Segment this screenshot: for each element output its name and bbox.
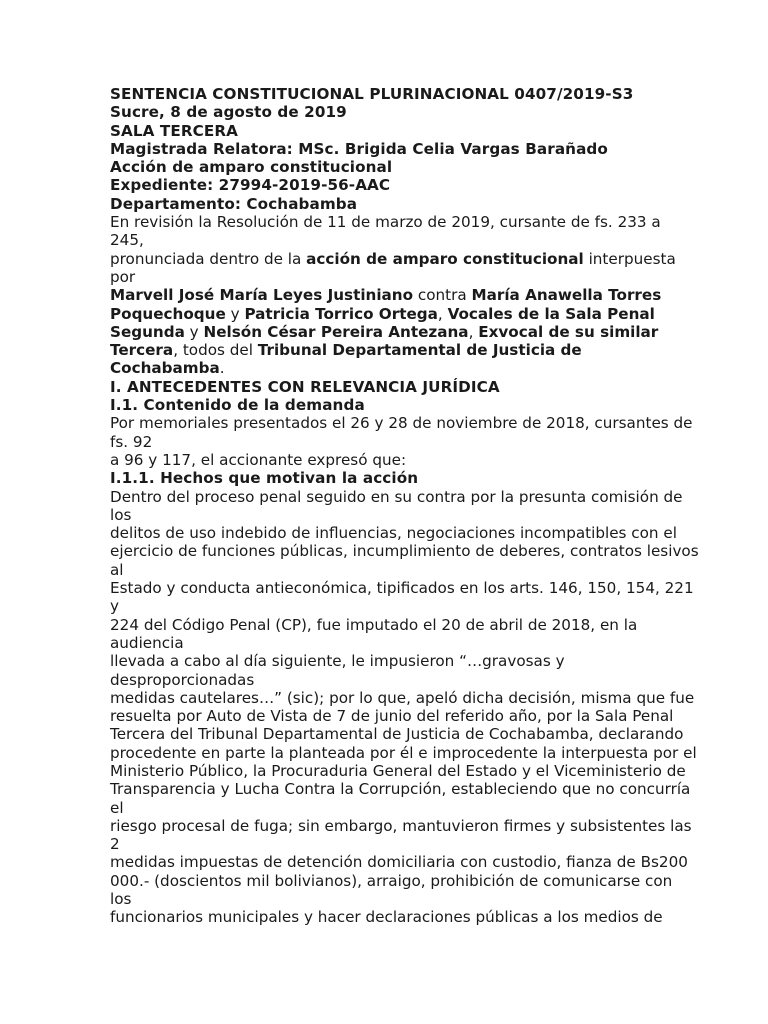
magistrada-relatora: Magistrada Relatora: MSc. Brigida Celia Vargas Barañado: [110, 139, 608, 158]
paragraph-line: Tercera del Tribunal Departamental de Justicia de Cochabamba, declarando: [110, 725, 684, 744]
intro-line: En revisión la Resolución de 11 de marzo de 2019, cursante de fs. 233 a: [110, 213, 661, 232]
paragraph-line: ejercicio de funciones públicas, incumplimiento de deberes, contratos lesivos: [110, 542, 699, 561]
paragraph-line: 2: [110, 835, 120, 854]
intro-line: Poquechoque y Patricia Torrico Ortega, Vocales de la Sala Penal: [110, 304, 655, 323]
paragraph-line: los: [110, 890, 132, 909]
section-heading: I. ANTECEDENTES CON RELEVANCIA JURÍDICA: [110, 377, 500, 396]
paragraph-line: delitos de uso indebido de influencias, negociaciones incompatibles con el: [110, 524, 677, 543]
paragraph-line: Ministerio Público, la Procuraduria General del Estado y el Viceministerio de: [110, 761, 686, 780]
document-date: Sucre, 8 de agosto de 2019: [110, 103, 347, 122]
paragraph-line: Por memoriales presentados el 26 y 28 de noviembre de 2018, cursantes de: [110, 414, 693, 433]
accion-label: Acción de amparo constitucional: [110, 158, 393, 177]
paragraph-line: 000.- (doscientos mil bolivianos), arraigo, prohibición de comunicarse con: [110, 871, 673, 890]
paragraph-line: procedente en parte la planteada por él e improcedente la interpuesta por el: [110, 743, 697, 762]
document-page: [110, 85, 699, 927]
paragraph-hechos: [110, 487, 699, 927]
expediente-label: Expediente: 27994-2019-56-AAC: [110, 176, 391, 195]
paragraph-line: llevada a cabo al día siguiente, le impusieron “…gravosas y: [110, 652, 565, 671]
paragraph-line: medidas impuestas de detención domiciliaria con custodio, fianza de Bs200: [110, 853, 688, 872]
intro-line: Tercera, todos del Tribunal Departamental de Justicia de: [110, 341, 582, 360]
paragraph-line: el: [110, 798, 124, 817]
paragraph-line: resuelta por Auto de Vista de 7 de junio del referido año, por la Sala Penal: [110, 707, 674, 726]
paragraph-line: medidas cautelares…” (sic); por lo que, apeló dicha decisión, misma que fue: [110, 688, 695, 707]
paragraph-line: Estado y conducta antieconómica, tipificados en los arts. 146, 150, 154, 221: [110, 579, 694, 598]
paragraph-line: 224 del Código Penal (CP), fue imputado el 20 de abril de 2018, en la: [110, 615, 638, 634]
sala-label: SALA TERCERA: [110, 121, 239, 140]
intro-line: Cochabamba.: [110, 359, 225, 378]
paragraph-line: Transparencia y Lucha Contra la Corrupción, estableciendo que no concurría: [110, 780, 691, 799]
paragraph-line: audiencia: [110, 633, 184, 652]
subsection-heading: I.1. Contenido de la demanda: [110, 396, 365, 415]
paragraph-line: a 96 y 117, el accionante expresó que:: [110, 450, 407, 469]
paragraph-line: fs. 92: [110, 432, 153, 451]
subsection-heading: I.1.1. Hechos que motivan la acción: [110, 469, 419, 488]
paragraph-line: funcionarios municipales y hacer declaraciones públicas a los medios de: [110, 908, 663, 927]
paragraph-line: y: [110, 597, 119, 616]
intro-line: 245,: [110, 231, 144, 250]
intro-line: Segunda y Nelsón César Pereira Antezana, Exvocal de su similar: [110, 322, 659, 341]
intro-line: pronunciada dentro de la acción de amparo constitucional interpuesta: [110, 249, 676, 268]
departamento-label: Departamento: Cochabamba: [110, 194, 358, 213]
paragraph-line: los: [110, 505, 132, 524]
paragraph-line: al: [110, 560, 124, 579]
document-title: SENTENCIA CONSTITUCIONAL PLURINACIONAL 0407/2019-S3: [110, 85, 634, 103]
paragraph-line: desproporcionadas: [110, 670, 255, 689]
paragraph-line: Dentro del proceso penal seguido en su contra por la presunta comisión de: [110, 487, 683, 506]
paragraph-line: riesgo procesal de fuga; sin embargo, mantuvieron firmes y subsistentes las: [110, 816, 692, 835]
intro-line: Marvell José María Leyes Justiniano contra María Anawella Torres: [110, 286, 662, 305]
intro-line: por: [110, 267, 136, 286]
